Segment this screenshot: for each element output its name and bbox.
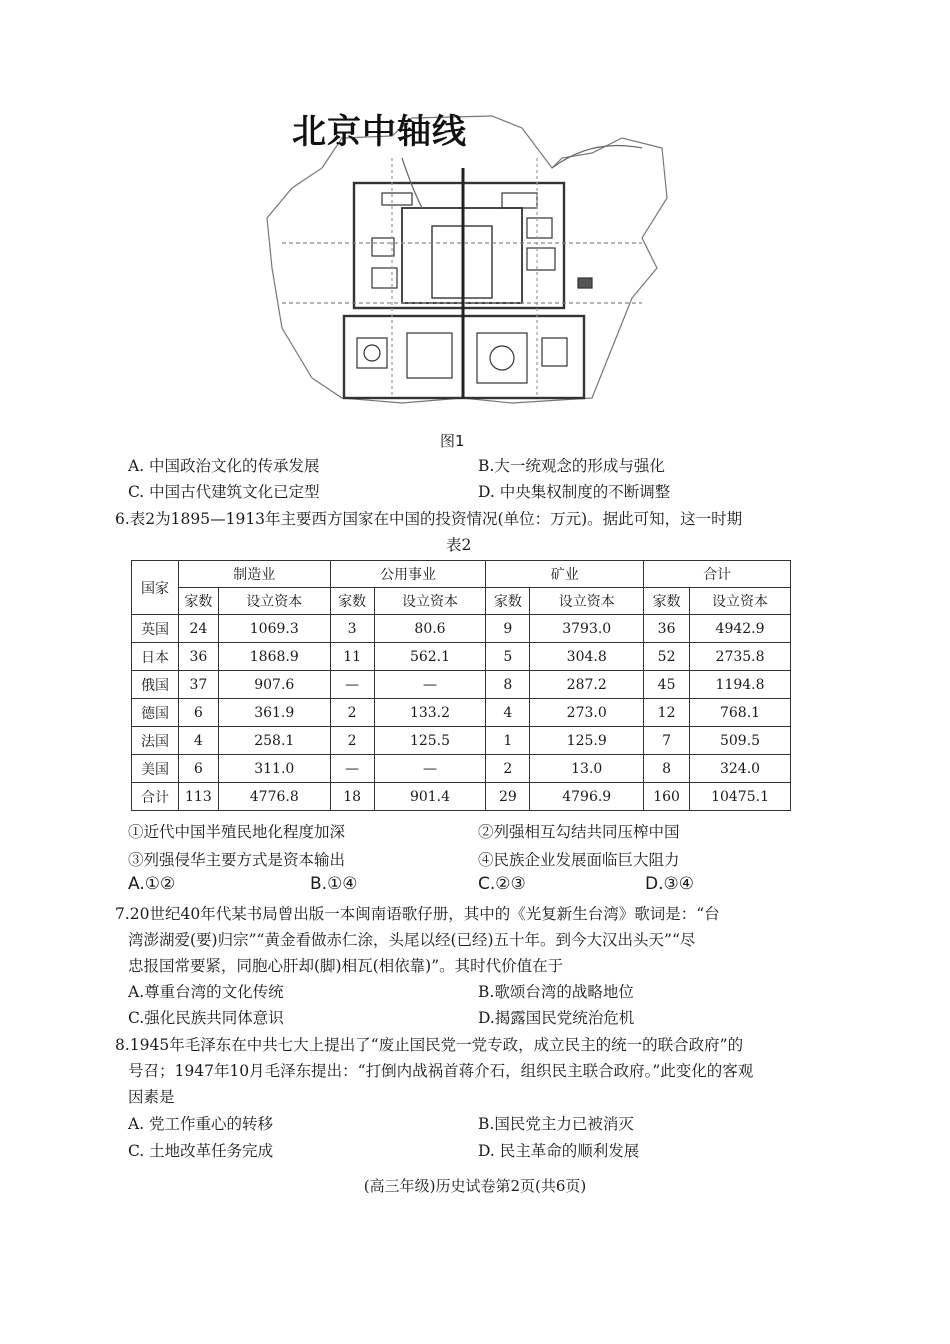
q8-option-b: B.国民党主力已被消灭 [478, 1115, 634, 1133]
table-cell: 36 [178, 643, 218, 671]
beijing-axis-map [262, 98, 672, 428]
country-cell: 法国 [132, 727, 179, 755]
table-cell: 52 [644, 643, 690, 671]
table-cell: 311.0 [218, 755, 330, 783]
table-cell: 562.1 [374, 643, 486, 671]
table-cell: 8 [644, 755, 690, 783]
table-cell: 4942.9 [690, 615, 791, 643]
table-row [132, 643, 791, 671]
q8-option-a: A. 党工作重心的转移 [128, 1115, 274, 1133]
country-cell: 德国 [132, 699, 179, 727]
q5-option-b: B.大一统观念的形成与强化 [478, 457, 665, 475]
country-cell: 俄国 [132, 671, 179, 699]
table-cell: 1194.8 [690, 671, 791, 699]
table-row [132, 615, 791, 643]
q7-line-3: 忠报国常要紧，同胞心肝却(脚)相瓦(相依靠)”。其时代价值在于 [128, 957, 564, 975]
q7-option-a: A.尊重台湾的文化传统 [128, 983, 284, 1001]
table-cell: 125.9 [530, 727, 644, 755]
header-country: 国家 [132, 561, 179, 615]
q6-option-d: D.③④ [645, 874, 694, 894]
q5-option-c: C. 中国古代建筑文化已定型 [128, 483, 320, 501]
table-cell: 258.1 [218, 727, 330, 755]
table-subheader-row [132, 588, 791, 615]
table-cell: 37 [178, 671, 218, 699]
q6-option-a: A.①② [128, 874, 176, 894]
q8-line-1: 8.1945年毛泽东在中共七大上提出了“废止国民党一党专政，成立民主的统一的联合政府”的 [115, 1036, 744, 1054]
table-cell: 8 [486, 671, 530, 699]
table-cell: 113 [178, 783, 218, 811]
table-cell: 768.1 [690, 699, 791, 727]
table-row [132, 699, 791, 727]
table-header-row [132, 561, 791, 588]
table-cell: 3793.0 [530, 615, 644, 643]
subheader: 设立资本 [374, 588, 486, 615]
subheader: 设立资本 [690, 588, 791, 615]
header-group: 矿业 [486, 561, 644, 588]
table-cell: 273.0 [530, 699, 644, 727]
table-cell: 12 [644, 699, 690, 727]
header-group: 制造业 [178, 561, 330, 588]
page-footer: (高三年级)历史试卷第2页(共6页) [363, 1177, 587, 1195]
table-cell: 509.5 [690, 727, 791, 755]
q7-option-b: B.歌颂台湾的战略地位 [478, 983, 634, 1001]
table-cell: 45 [644, 671, 690, 699]
table-cell: 125.5 [374, 727, 486, 755]
figure-caption: 图1 [440, 432, 465, 450]
table-cell: 2735.8 [690, 643, 791, 671]
table-cell: 11 [330, 643, 374, 671]
q6-statement-2: ②列强相互勾结共同压榨中国 [478, 823, 680, 841]
q7-option-d: D.揭露国民党统治危机 [478, 1009, 635, 1027]
table-cell: 2 [330, 727, 374, 755]
table-cell: 6 [178, 755, 218, 783]
table-cell: 907.6 [218, 671, 330, 699]
table-cell: 361.9 [218, 699, 330, 727]
table-cell: 6 [178, 699, 218, 727]
table-row [132, 755, 791, 783]
map-title: 北京中轴线 [292, 112, 467, 152]
table-cell: 7 [644, 727, 690, 755]
table-cell: 10475.1 [690, 783, 791, 811]
table-cell: 9 [486, 615, 530, 643]
table-cell: 80.6 [374, 615, 486, 643]
table-cell: 3 [330, 615, 374, 643]
table-cell: 24 [178, 615, 218, 643]
subheader: 设立资本 [218, 588, 330, 615]
country-cell: 日本 [132, 643, 179, 671]
q6-statement-1: ①近代中国半殖民地化程度加深 [128, 823, 346, 841]
table-cell: 304.8 [530, 643, 644, 671]
table-cell: 5 [486, 643, 530, 671]
q8-option-c: C. 土地改革任务完成 [128, 1142, 274, 1160]
investment-table [131, 560, 791, 811]
table-cell: 1069.3 [218, 615, 330, 643]
table-cell: 901.4 [374, 783, 486, 811]
q7-option-c: C.强化民族共同体意识 [128, 1009, 284, 1027]
table-cell: 160 [644, 783, 690, 811]
subheader: 设立资本 [530, 588, 644, 615]
table-cell: 29 [486, 783, 530, 811]
table-cell: 4 [486, 699, 530, 727]
table-row [132, 671, 791, 699]
table-row [132, 783, 791, 811]
q5-option-d: D. 中央集权制度的不断调整 [478, 483, 671, 501]
table-cell: — [374, 755, 486, 783]
table-cell: 1868.9 [218, 643, 330, 671]
q6-option-b: B.①④ [310, 874, 358, 894]
subheader: 家数 [644, 588, 690, 615]
q8-option-d: D. 民主革命的顺利发展 [478, 1142, 640, 1160]
q8-line-3: 因素是 [128, 1088, 175, 1106]
table-cell: 13.0 [530, 755, 644, 783]
table-cell: — [330, 755, 374, 783]
table-cell: 133.2 [374, 699, 486, 727]
q8-line-2: 号召；1947年10月毛泽东提出：“打倒内战祸首蒋介石，组织民主联合政府。”此变化的客观 [128, 1062, 754, 1080]
q6-stem: 6.表2为1895—1913年主要西方国家在中国的投资情况(单位：万元)。据此可知，这一时期 [115, 510, 743, 528]
table-cell: 2 [486, 755, 530, 783]
country-cell: 英国 [132, 615, 179, 643]
table-cell: 1 [486, 727, 530, 755]
q6-statement-3: ③列强侵华主要方式是资本输出 [128, 851, 346, 869]
q7-line-2: 湾澎湖爱(要)归宗”“黄金看做赤仁涂，头尾以经(已经)五十年。到今大汉出头天”“尽 [128, 931, 696, 949]
table-cell: 287.2 [530, 671, 644, 699]
table-cell: 18 [330, 783, 374, 811]
table-cell: — [330, 671, 374, 699]
table-cell: 2 [330, 699, 374, 727]
table-cell: 324.0 [690, 755, 791, 783]
subheader: 家数 [178, 588, 218, 615]
subheader: 家数 [486, 588, 530, 615]
table-cell: 4796.9 [530, 783, 644, 811]
q5-option-a: A. 中国政治文化的传承发展 [128, 457, 320, 475]
table-row [132, 727, 791, 755]
country-cell: 合计 [132, 783, 179, 811]
header-group: 合计 [644, 561, 791, 588]
header-group: 公用事业 [330, 561, 486, 588]
q7-line-1: 7.20世纪40年代某书局曾出版一本闽南语歌仔册，其中的《光复新生台湾》歌词是：“台 [115, 905, 720, 923]
q6-statement-4: ④民族企业发展面临巨大阻力 [478, 851, 680, 869]
table-cell: 36 [644, 615, 690, 643]
country-cell: 美国 [132, 755, 179, 783]
table-cell: — [374, 671, 486, 699]
table-cell: 4776.8 [218, 783, 330, 811]
table-caption: 表2 [446, 536, 472, 554]
q6-option-c: C.②③ [478, 874, 526, 894]
subheader: 家数 [330, 588, 374, 615]
table-cell: 4 [178, 727, 218, 755]
